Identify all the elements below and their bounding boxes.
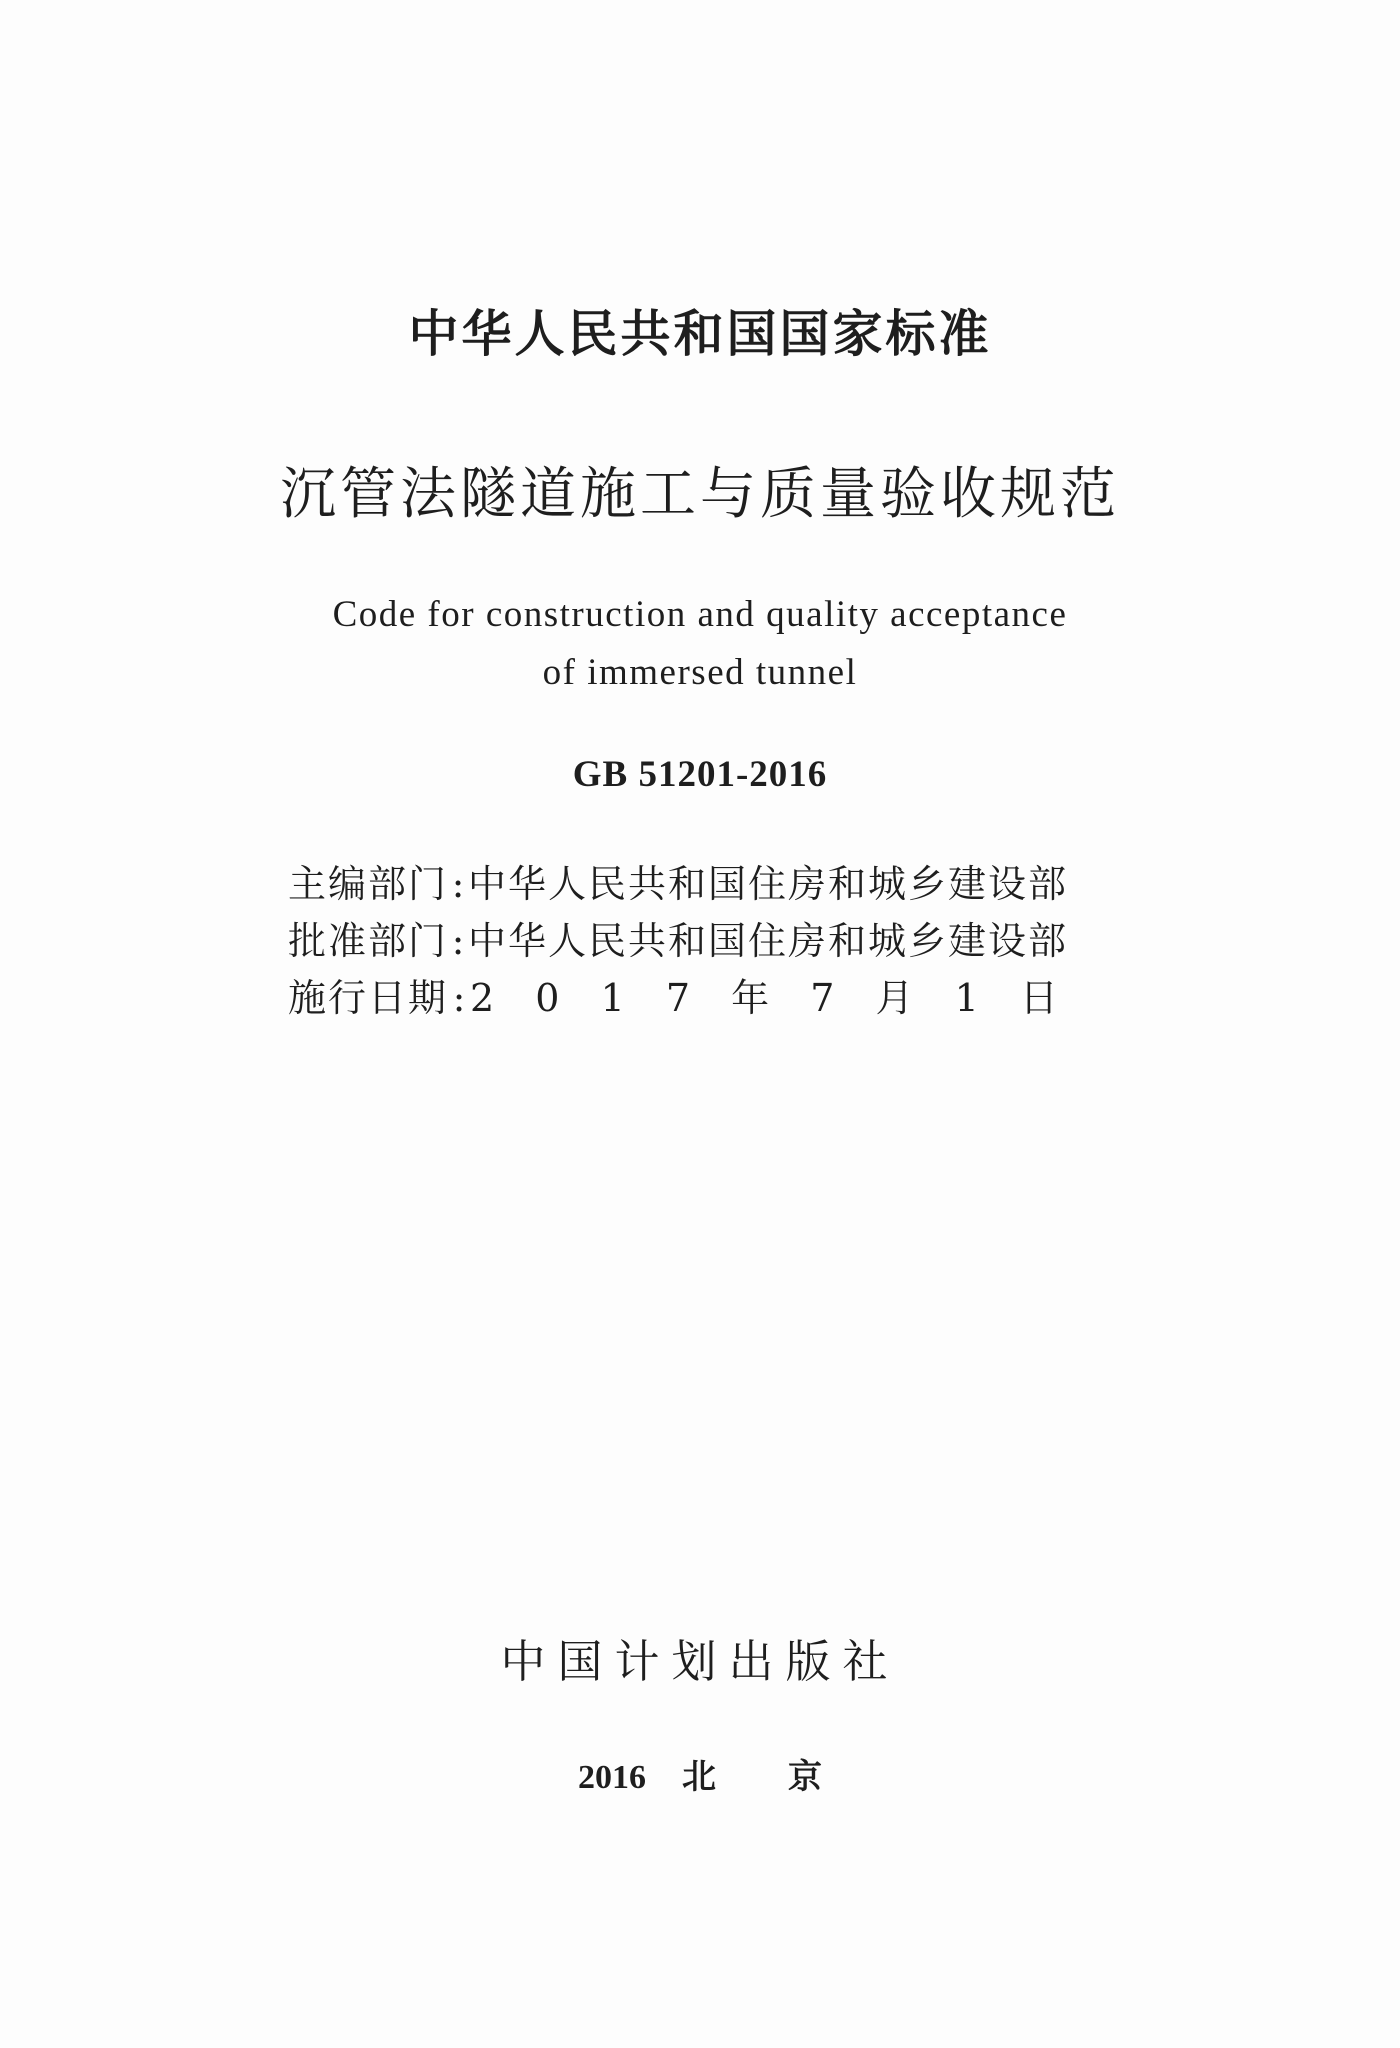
document-title-chinese: 沉管法隧道施工与质量验收规范 — [280, 462, 1120, 527]
date-char: 7 — [665, 976, 691, 1020]
date-char: 月 — [875, 976, 914, 1020]
standard-code: GB 51201-2016 — [572, 754, 828, 795]
date-char: 1 — [600, 976, 625, 1020]
date-char: 1 — [954, 976, 979, 1020]
date-char: 7 — [810, 976, 835, 1020]
editor-label: 主编部门 — [288, 862, 449, 906]
date-char: 年 — [731, 976, 770, 1020]
editor-value: 中华人民共和国住房和城乡建设部 — [467, 862, 1068, 906]
approver-value: 中华人民共和国住房和城乡建设部 — [467, 919, 1068, 963]
publication-city-char-2: 京 — [788, 1757, 822, 1797]
effective-date-value — [470, 970, 1058, 1026]
publication-city-char-1: 北 — [682, 1757, 716, 1797]
approver-label: 批准部门 — [288, 919, 449, 963]
editor-row — [288, 856, 1068, 913]
standard-series-heading: 中华人民共和国国家标准 — [408, 305, 992, 363]
separator: : — [452, 976, 466, 1020]
document-info-block — [288, 856, 1068, 1027]
date-char: 日 — [1019, 976, 1058, 1020]
date-char: 0 — [535, 976, 560, 1020]
separator: : — [451, 919, 465, 963]
publication-year: 2016 — [578, 1759, 646, 1796]
document-title-english-line-1: Code for construction and quality acceptance — [332, 594, 1068, 635]
publication-imprint — [0, 1752, 1400, 1803]
date-char: 2 — [470, 976, 495, 1020]
separator: : — [451, 862, 465, 906]
approver-row — [288, 913, 1068, 970]
effective-date-label: 施行日期 — [288, 976, 449, 1020]
effective-date-row — [288, 970, 1068, 1027]
document-title-english-line-2: of immersed tunnel — [542, 652, 858, 693]
publisher-name: 中国计划出版社 — [500, 1635, 900, 1688]
